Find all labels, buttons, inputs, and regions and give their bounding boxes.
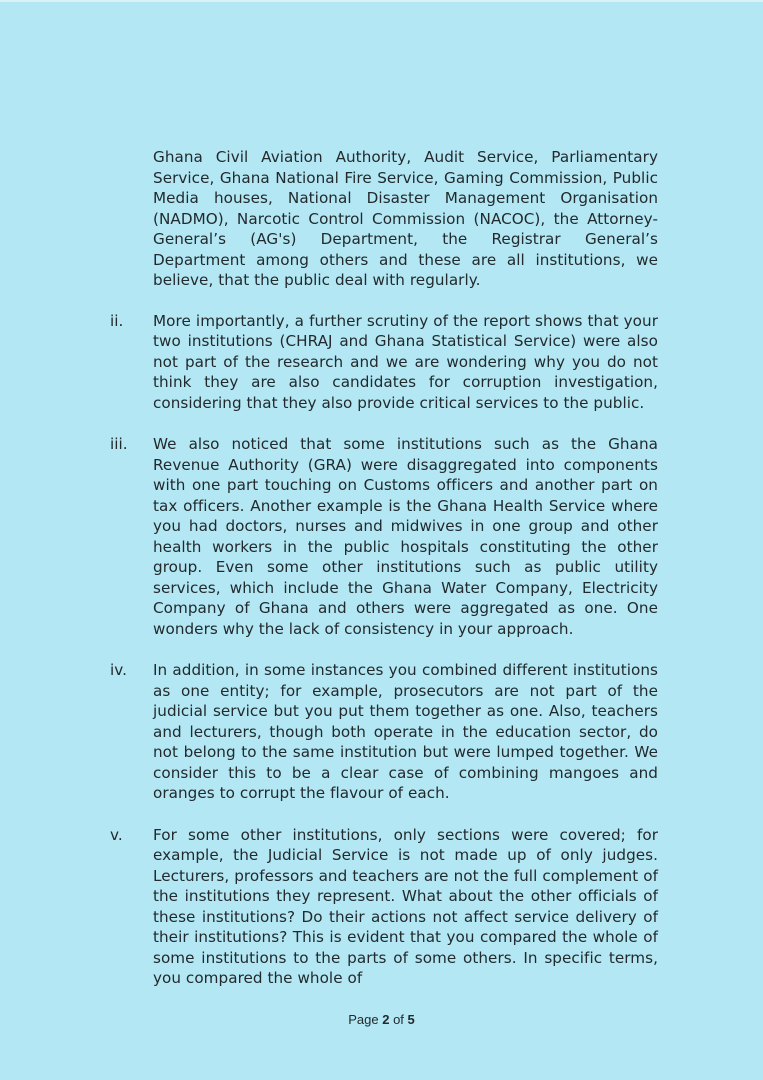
paragraph-text: Ghana Civil Aviation Authority, Audit Service, Parliamentary Service, Ghana National Fire Service, Gaming Commission, Public Media houses, National Disaster Management Organisation (NADMO), Narcotic Control Commission (NACOC), the Attorney-General’s (AG's) Department, the Registrar General’s Department among others and these are all institutions, we believe, that the public deal with regularly. — [153, 148, 658, 289]
paragraph-text: For some other institutions, only sections were covered; for example, the Judicial Service is not made up of only judges. Lecturers, professors and teachers are not the full complement of the institutions they represent. What about the other officials of these institutions? Do their actions not affect service delivery of their institutions? This is evident that you compared the whole of some institutions to the parts of some others. In specific terms, you compared the whole of — [153, 825, 658, 987]
paragraph-text: More importantly, a further scrutiny of the report shows that your two institutions (CHRAJ and Ghana Statistical Service) were also not part of the research and we are wondering why you do not think they are also candidates for corruption investigation, considering that they also provide critical services to the public. — [153, 311, 658, 412]
list-numeral: iv. — [110, 661, 128, 679]
paragraph-text: In addition, in some instances you combined different institutions as one entity; for example, prosecutors are not part of the judicial service but you put them together as one. Also, teachers and lecturers, though both operate in the education sector, do not belong to the same institution but were lumped together. We consider this to be a clear case of combining mangoes and oranges to corrupt the flavour of each. — [153, 661, 658, 802]
list-numeral: iii. — [110, 435, 128, 453]
list-item-ii — [98, 311, 658, 414]
page-footer — [0, 1012, 763, 1027]
list-item-iii — [98, 434, 658, 639]
page-current: 2 — [382, 1012, 390, 1027]
list-numeral: v. — [110, 825, 123, 844]
page-total: 5 — [407, 1012, 415, 1027]
list-item-iv — [98, 660, 658, 804]
page-of: of — [393, 1012, 404, 1027]
paragraph-text: We also noticed that some institutions such as the Ghana Revenue Authority (GRA) were disaggregated into components with one part touching on Customs officers and another part on tax officers. Another example is the Ghana Health Service where you had doctors, nurses and midwives in one group and other health workers in the public hospitals constituting the other group. Even some other institutions such as public utility services, which include the Ghana Water Company, Electricity Company of Ghana and others were aggregated as one. One wonders why the lack of consistency in your approach. — [153, 435, 658, 638]
document-body — [98, 147, 658, 1010]
continuation-paragraph — [98, 147, 658, 291]
list-numeral: ii. — [110, 311, 124, 330]
page-label: Page — [348, 1012, 379, 1027]
page-top-edge — [0, 0, 763, 2]
list-item-v — [98, 825, 658, 989]
